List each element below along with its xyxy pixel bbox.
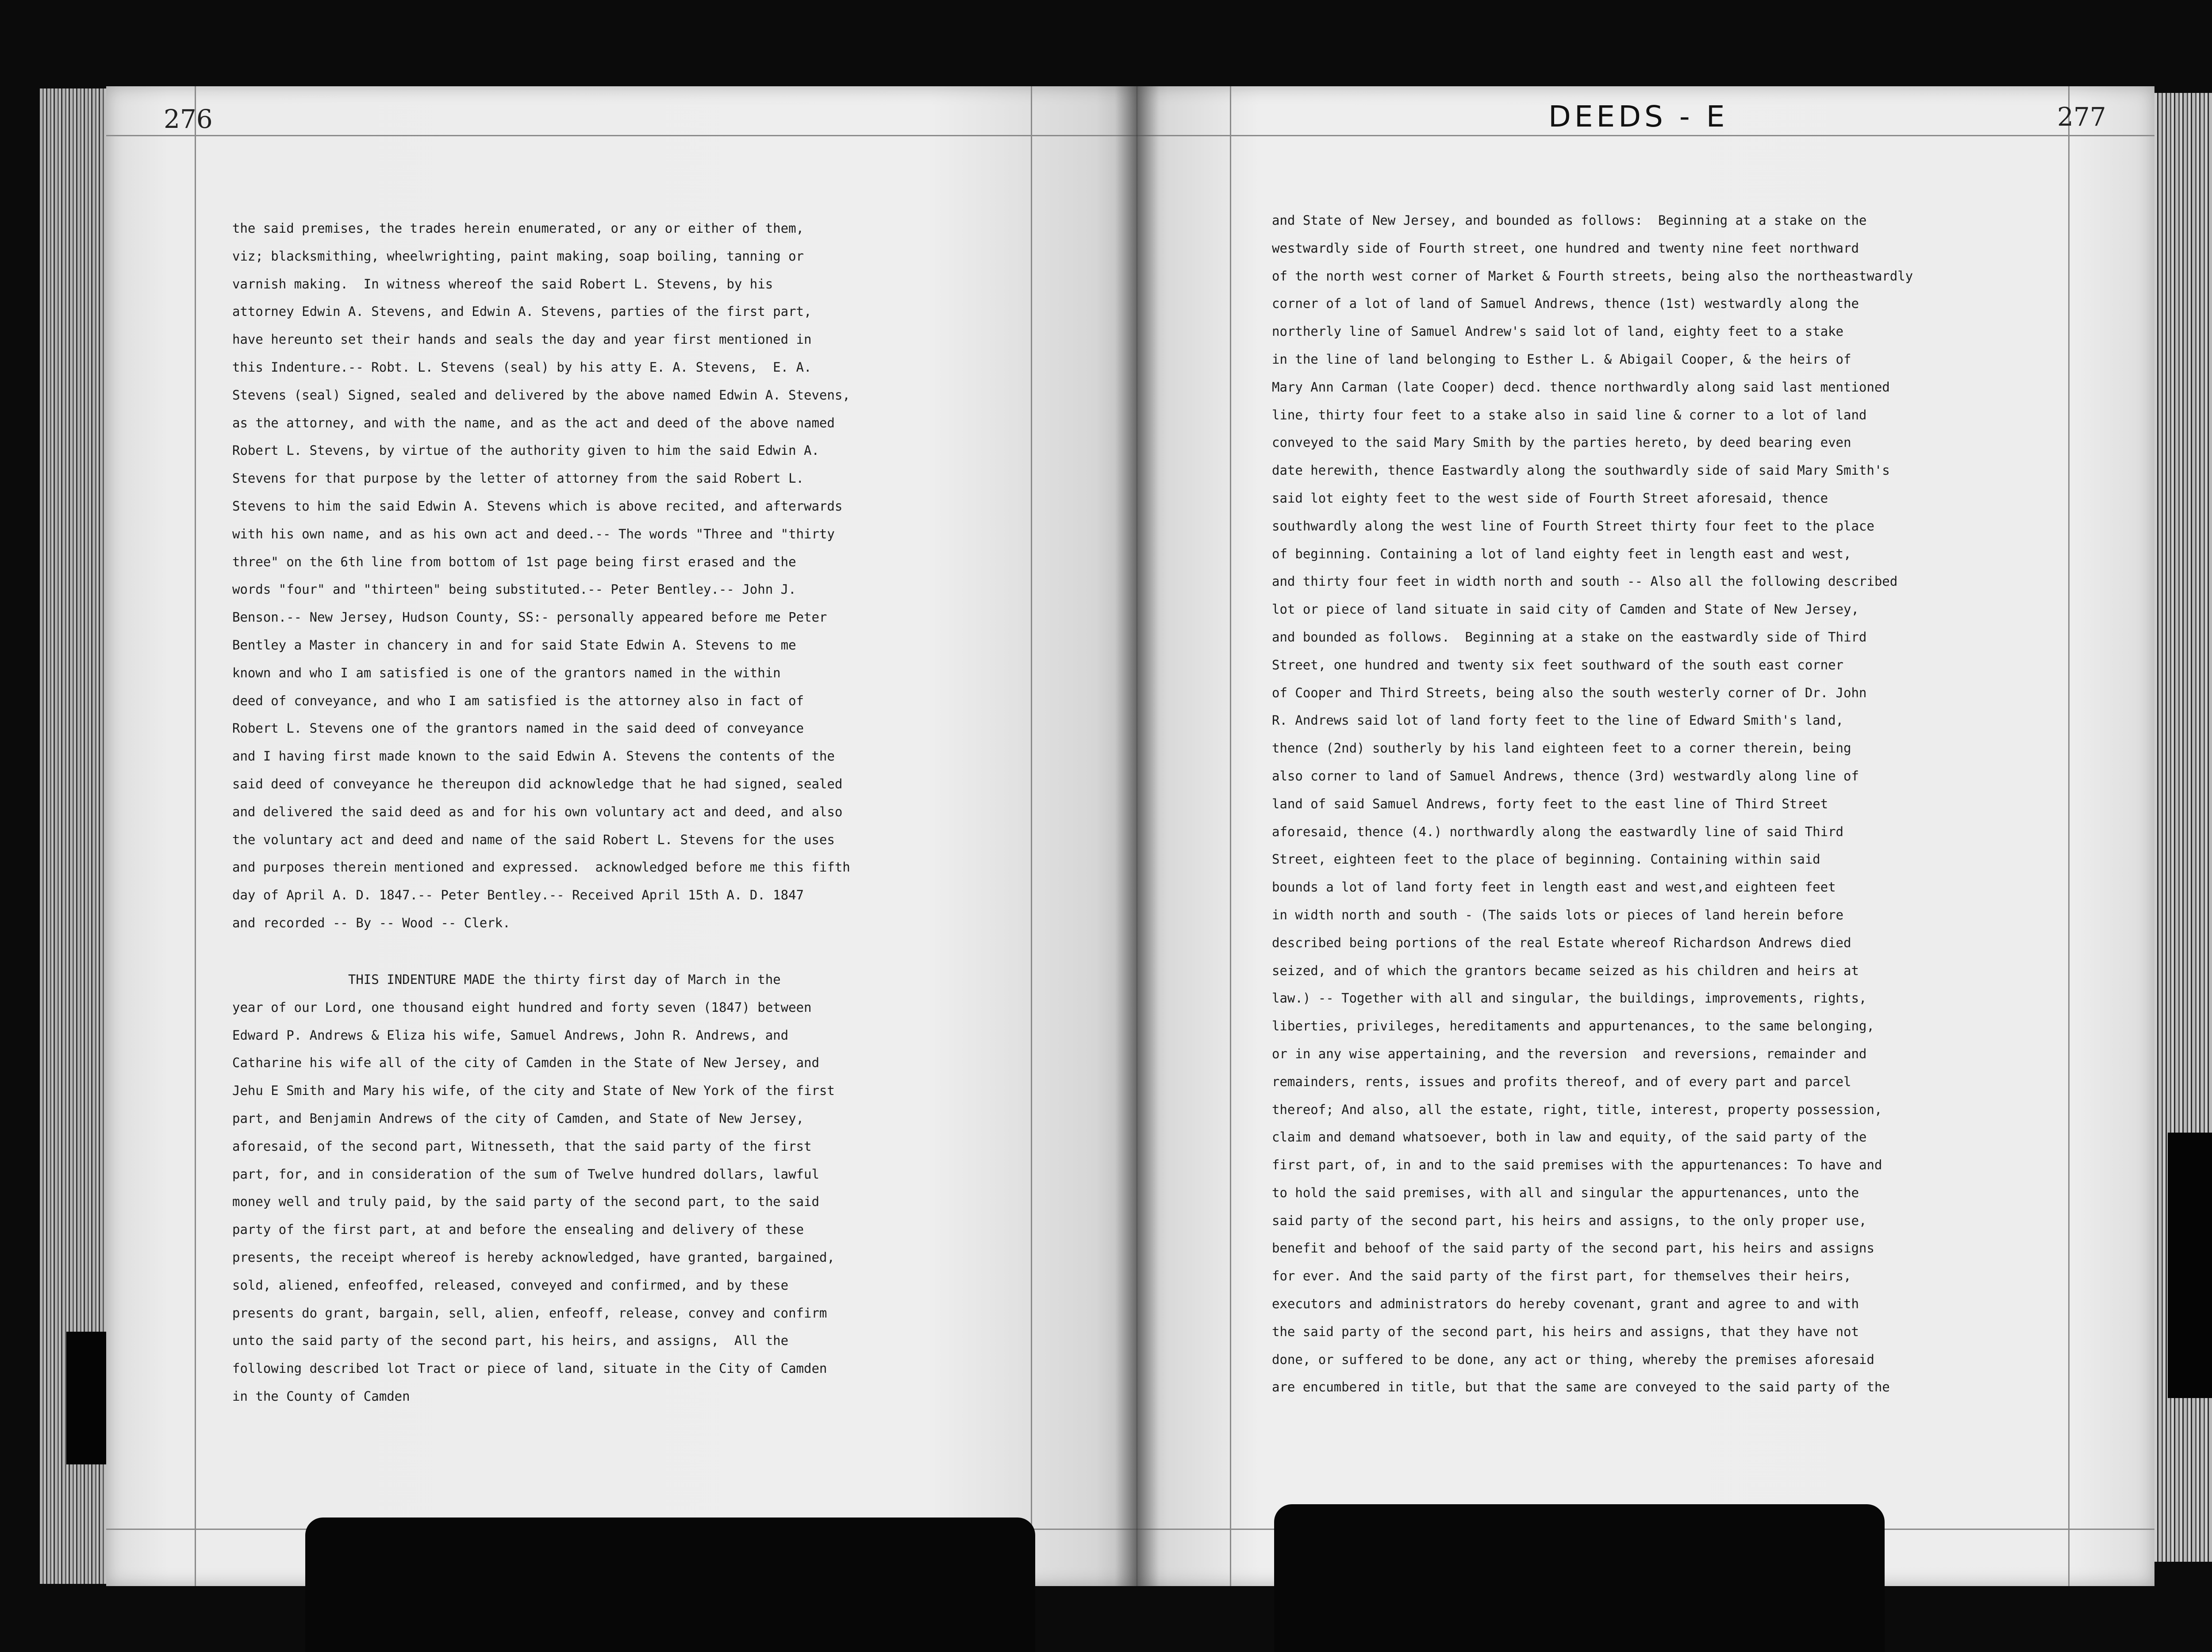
text-line: with his own name, and as his own act and deed.-- The words "Three and "thirty bbox=[232, 526, 835, 542]
text-line: part, and Benjamin Andrews of the city of Camden, and State of New Jersey, bbox=[232, 1110, 804, 1126]
text-line: seized, and of which the grantors became seized as his children and heirs at bbox=[1272, 963, 1859, 978]
left-page bbox=[106, 86, 1137, 1586]
text-line: of the north west corner of Market & Fourth streets, being also the northeastwardly bbox=[1272, 268, 1913, 284]
text-line: first part, of, in and to the said premises with the appurtenances: To have and bbox=[1272, 1157, 1882, 1173]
text-line: and bounded as follows. Beginning at a stake on the eastwardly side of Third bbox=[1272, 629, 1867, 645]
text-line: done, or suffered to be done, any act or thing, whereby the premises aforesaid bbox=[1272, 1352, 1874, 1367]
text-line: or in any wise appertaining, and the reversion and reversions, remainder and bbox=[1272, 1046, 1867, 1061]
text-line: the said premises, the trades herein enumerated, or any or either of them, bbox=[232, 221, 804, 236]
text-line: also corner to land of Samuel Andrews, thence (3rd) westwardly along line of bbox=[1272, 768, 1859, 784]
page-number: 276 bbox=[164, 104, 213, 134]
text-line: following described lot Tract or piece of land, situate in the City of Camden bbox=[232, 1361, 827, 1376]
text-line: said deed of conveyance he thereupon did acknowledge that he had signed, sealed bbox=[232, 776, 843, 791]
text-line: Street, one hundred and twenty six feet southward of the south east corner bbox=[1272, 657, 1844, 672]
header-rule bbox=[106, 135, 1137, 136]
text-line: the voluntary act and deed and name of the said Robert L. Stevens for the uses bbox=[232, 832, 835, 847]
text-line: Bentley a Master in chancery in and for said State Edwin A. Stevens to me bbox=[232, 637, 796, 653]
text-line: southwardly along the west line of Fourth Street thirty four feet to the place bbox=[1272, 518, 1874, 534]
text-line: money well and truly paid, by the said party of the second part, to the said bbox=[232, 1194, 819, 1210]
right-black-tab bbox=[2168, 1133, 2212, 1398]
text-line: bounds a lot of land forty feet in length east and west,and eighteen feet bbox=[1272, 880, 1836, 895]
text-line: liberties, privileges, hereditaments and appurtenances, to the same belonging, bbox=[1272, 1018, 1874, 1034]
text-line: aforesaid, of the second part, Witnesseth, that the said party of the first bbox=[232, 1138, 812, 1154]
text-line: year of our Lord, one thousand eight hundred and forty seven (1847) between bbox=[232, 999, 812, 1015]
text-line: Robert L. Stevens, by virtue of the authority given to him the said Edwin A. bbox=[232, 443, 819, 458]
text-line: sold, aliened, enfeoffed, released, conveyed and confirmed, and by these bbox=[232, 1277, 789, 1293]
text-line: land of said Samuel Andrews, forty feet to the east line of Third Street bbox=[1272, 796, 1828, 811]
text-line: and State of New Jersey, and bounded as follows: Beginning at a stake on the bbox=[1272, 213, 1867, 228]
text-line: executors and administrators do hereby covenant, grant and agree to and with bbox=[1272, 1296, 1859, 1312]
text-line: to hold the said premises, with all and singular the appurtenances, unto the bbox=[1272, 1185, 1859, 1200]
text-line: are encumbered in title, but that the same are conveyed to the said party of the bbox=[1272, 1379, 1890, 1395]
text-line: date herewith, thence Eastwardly along the southwardly side of said Mary Smith's bbox=[1272, 463, 1890, 478]
text-line: Benson.-- New Jersey, Hudson County, SS:- personally appeared before me Peter bbox=[232, 610, 827, 625]
bottom-clamp-left bbox=[305, 1518, 1035, 1652]
text-line: and delivered the said deed as and for his own voluntary act and deed, and also bbox=[232, 804, 843, 819]
text-line: deed of conveyance, and who I am satisfied is the attorney also in fact of bbox=[232, 693, 804, 708]
text-line: presents, the receipt whereof is hereby acknowledged, have granted, bargained, bbox=[232, 1249, 835, 1265]
deed-text-paragraph-2 bbox=[232, 966, 835, 1410]
text-line: of beginning. Containing a lot of land eighty feet in length east and west, bbox=[1272, 546, 1851, 561]
text-line: aforesaid, thence (4.) northwardly along the eastwardly line of said Third bbox=[1272, 824, 1844, 839]
text-line: said party of the second part, his heirs and assigns, to the only proper use, bbox=[1272, 1213, 1867, 1228]
text-line: westwardly side of Fourth street, one hundred and twenty nine feet northward bbox=[1272, 240, 1859, 256]
text-line: as the attorney, and with the name, and as the act and deed of the above named bbox=[232, 415, 835, 430]
text-line: and purposes therein mentioned and expressed. acknowledged before me this fifth bbox=[232, 860, 850, 875]
text-line: thereof; And also, all the estate, right, title, interest, property possession, bbox=[1272, 1102, 1882, 1117]
text-line: Catharine his wife all of the city of Camden in the State of New Jersey, and bbox=[232, 1055, 819, 1071]
text-line: words "four" and "thirteen" being substituted.-- Peter Bentley.-- John J. bbox=[232, 582, 796, 597]
text-line: R. Andrews said lot of land forty feet to the line of Edward Smith's land, bbox=[1272, 713, 1844, 728]
deed-text-continued bbox=[1272, 207, 1913, 1401]
text-line: northerly line of Samuel Andrew's said lot of land, eighty feet to a stake bbox=[1272, 324, 1844, 339]
book-spine bbox=[1115, 86, 1159, 1586]
text-line: law.) -- Together with all and singular, the buildings, improvements, rights, bbox=[1272, 991, 1867, 1006]
text-line: Mary Ann Carman (late Cooper) decd. thence northwardly along said last mentioned bbox=[1272, 379, 1890, 395]
text-line: described being portions of the real Estate whereof Richardson Andrews died bbox=[1272, 935, 1851, 950]
text-line: Jehu E Smith and Mary his wife, of the city and State of New York of the first bbox=[232, 1083, 835, 1099]
text-line: Robert L. Stevens one of the grantors named in the said deed of conveyance bbox=[232, 721, 804, 736]
text-line: Street, eighteen feet to the place of beginning. Containing within said bbox=[1272, 852, 1820, 867]
page-number: 277 bbox=[2057, 102, 2106, 132]
text-line: Stevens for that purpose by the letter of attorney from the said Robert L. bbox=[232, 471, 804, 486]
text-line: Stevens to him the said Edwin A. Stevens which is above recited, and afterwards bbox=[232, 498, 843, 514]
text-line: and recorded -- By -- Wood -- Clerk. bbox=[232, 915, 511, 930]
right-page bbox=[1137, 86, 2154, 1586]
header-rule bbox=[1137, 135, 2154, 136]
text-line: three" on the 6th line from bottom of 1st page being first erased and the bbox=[232, 554, 796, 569]
ledger-header: DEEDS - E bbox=[1548, 100, 1728, 134]
text-line: and thirty four feet in width north and south -- Also all the following described bbox=[1272, 574, 1898, 589]
text-line: Stevens (seal) Signed, sealed and delivered by the above named Edwin A. Stevens, bbox=[232, 387, 850, 403]
text-line: lot or piece of land situate in said city of Camden and State of New Jersey, bbox=[1272, 602, 1859, 617]
right-margin-rule bbox=[2068, 86, 2070, 1586]
bottom-clamp-right bbox=[1274, 1504, 1885, 1652]
text-line: claim and demand whatsoever, both in law and equity, of the said party of the bbox=[1272, 1130, 1867, 1145]
text-line: corner of a lot of land of Samuel Andrews, thence (1st) westwardly along the bbox=[1272, 296, 1859, 311]
text-line: presents do grant, bargain, sell, alien, enfeoff, release, convey and confirm bbox=[232, 1305, 827, 1321]
text-line: in the line of land belonging to Esther L. & Abigail Cooper, & the heirs of bbox=[1272, 351, 1851, 367]
text-line: line, thirty four feet to a stake also in said line & corner to a lot of land bbox=[1272, 407, 1867, 423]
text-line: thence (2nd) southerly by his land eighteen feet to a corner therein, being bbox=[1272, 741, 1851, 756]
deed-text-paragraph-1 bbox=[232, 215, 850, 937]
text-line: THIS INDENTURE MADE the thirty first day of March in the bbox=[232, 972, 781, 987]
left-margin-rule bbox=[195, 86, 196, 1586]
text-line: said lot eighty feet to the west side of Fourth Street aforesaid, thence bbox=[1272, 490, 1828, 506]
text-line: for ever. And the said party of the first part, for themselves their heirs, bbox=[1272, 1268, 1851, 1284]
text-line: benefit and behoof of the said party of the second part, his heirs and assigns bbox=[1272, 1241, 1874, 1256]
text-line: attorney Edwin A. Stevens, and Edwin A. Stevens, parties of the first part, bbox=[232, 304, 812, 319]
text-line: in width north and south - (The saids lots or pieces of land herein before bbox=[1272, 907, 1844, 922]
text-line: party of the first part, at and before the ensealing and delivery of these bbox=[232, 1222, 804, 1237]
text-line: known and who I am satisfied is one of the grantors named in the within bbox=[232, 665, 781, 680]
text-line: varnish making. In witness whereof the said Robert L. Stevens, by his bbox=[232, 276, 773, 292]
text-line: Edward P. Andrews & Eliza his wife, Samuel Andrews, John R. Andrews, and bbox=[232, 1027, 789, 1043]
text-line: in the County of Camden bbox=[232, 1388, 410, 1404]
right-margin-rule bbox=[1031, 86, 1032, 1586]
left-margin-rule bbox=[1230, 86, 1231, 1586]
text-line: the said party of the second part, his heirs and assigns, that they have not bbox=[1272, 1324, 1859, 1339]
text-line: part, for, and in consideration of the sum of Twelve hundred dollars, lawful bbox=[232, 1166, 819, 1182]
text-line: have hereunto set their hands and seals the day and year first mentioned in bbox=[232, 332, 812, 347]
text-line: day of April A. D. 1847.-- Peter Bentley.-- Received April 15th A. D. 1847 bbox=[232, 887, 804, 903]
text-line: unto the said party of the second part, his heirs, and assigns, All the bbox=[232, 1333, 789, 1348]
text-line: remainders, rents, issues and profits thereof, and of every part and parcel bbox=[1272, 1074, 1851, 1089]
text-line: of Cooper and Third Streets, being also the south westerly corner of Dr. John bbox=[1272, 685, 1867, 700]
text-line: and I having first made known to the said Edwin A. Stevens the contents of the bbox=[232, 749, 835, 764]
text-line: viz; blacksmithing, wheelwrighting, paint making, soap boiling, tanning or bbox=[232, 248, 804, 264]
text-line: conveyed to the said Mary Smith by the parties hereto, by deed bearing even bbox=[1272, 435, 1851, 450]
text-line: this Indenture.-- Robt. L. Stevens (seal) by his atty E. A. Stevens, E. A. bbox=[232, 359, 812, 375]
